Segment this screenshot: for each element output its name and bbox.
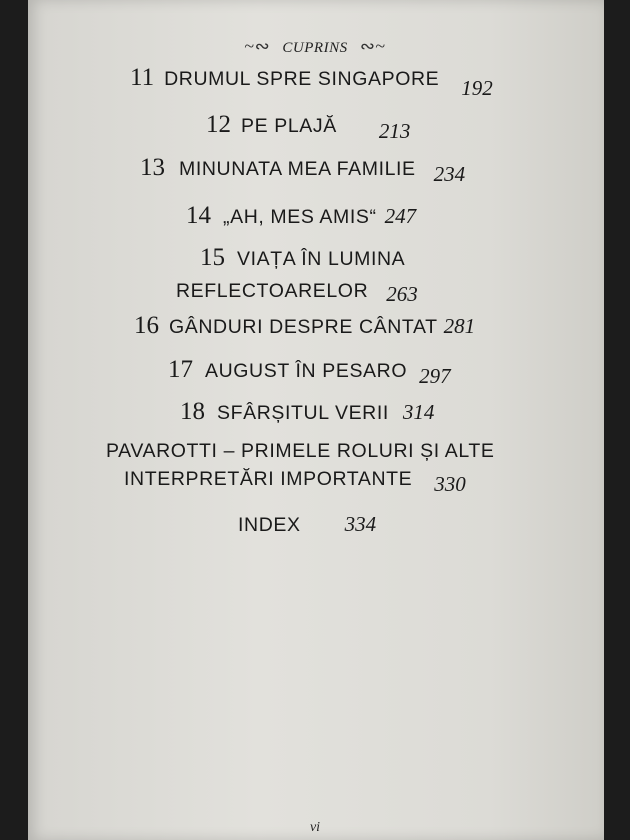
chapter-title: DRUMUL SPRE SINGAPORE — [164, 68, 440, 90]
toc-entry — [206, 111, 411, 143]
toc-entry-continuation — [176, 278, 418, 306]
chapter-number: 14 — [186, 202, 211, 229]
toc-header — [0, 36, 630, 57]
page-number: 263 — [386, 282, 418, 306]
toc-title: CUPRINS — [282, 40, 348, 56]
toc-entry — [130, 64, 493, 100]
chapter-number: 17 — [168, 356, 193, 383]
page-footer-number: vi — [309, 820, 321, 835]
chapter-title: MINUNATA MEA FAMILIE — [179, 158, 416, 180]
chapter-number: 11 — [130, 64, 155, 91]
bleed-through-text — [227, 182, 233, 202]
page-number: 334 — [344, 512, 377, 536]
toc-entry-continuation — [124, 466, 466, 496]
toc-entry — [180, 398, 434, 426]
toc-entry — [134, 312, 475, 340]
page-number: 234 — [433, 162, 466, 186]
chapter-title: PE PLAJĂ — [241, 115, 337, 137]
chapter-title-line-1: VIAȚA ÎN LUMINA — [237, 248, 406, 270]
page-number: 213 — [378, 119, 411, 143]
page-number: 297 — [419, 364, 451, 388]
chapter-title-line-2: REFLECTOARELOR — [176, 280, 369, 302]
chapter-title: AUGUST ÎN PESARO — [205, 360, 408, 382]
toc-entry — [186, 202, 416, 230]
toc-entry — [200, 244, 405, 272]
chapter-number: 15 — [200, 244, 225, 271]
chapter-number: 12 — [206, 111, 231, 138]
chapter-title: INDEX — [238, 514, 301, 536]
page-number: 314 — [402, 400, 435, 424]
page-number: 192 — [461, 76, 493, 100]
page-number: 330 — [434, 472, 466, 496]
chapter-number: 13 — [140, 154, 165, 181]
page-number: 247 — [384, 204, 417, 228]
chapter-title-line-2: INTERPRETĂRI IMPORTANTE — [124, 468, 413, 490]
chapter-title: „AH, MES AMIS“ — [223, 206, 377, 228]
chapter-title-line-1: PAVAROTTI – PRIMELE ROLURI ȘI ALTE — [106, 440, 495, 462]
chapter-number: 18 — [180, 398, 205, 425]
page-number: 281 — [443, 314, 476, 338]
chapter-number: 16 — [134, 312, 159, 339]
chapter-title: GÂNDURI DESPRE CÂNTAT — [169, 316, 438, 338]
chapter-title: SFÂRȘITUL VERII — [217, 402, 389, 424]
toc-entry — [238, 512, 376, 537]
toc-entry — [140, 154, 466, 186]
flourish-left-icon: ~∾ — [244, 36, 271, 56]
toc-entry — [106, 440, 494, 463]
flourish-right-icon: ∾~ — [359, 36, 386, 56]
toc-entry — [168, 356, 451, 388]
